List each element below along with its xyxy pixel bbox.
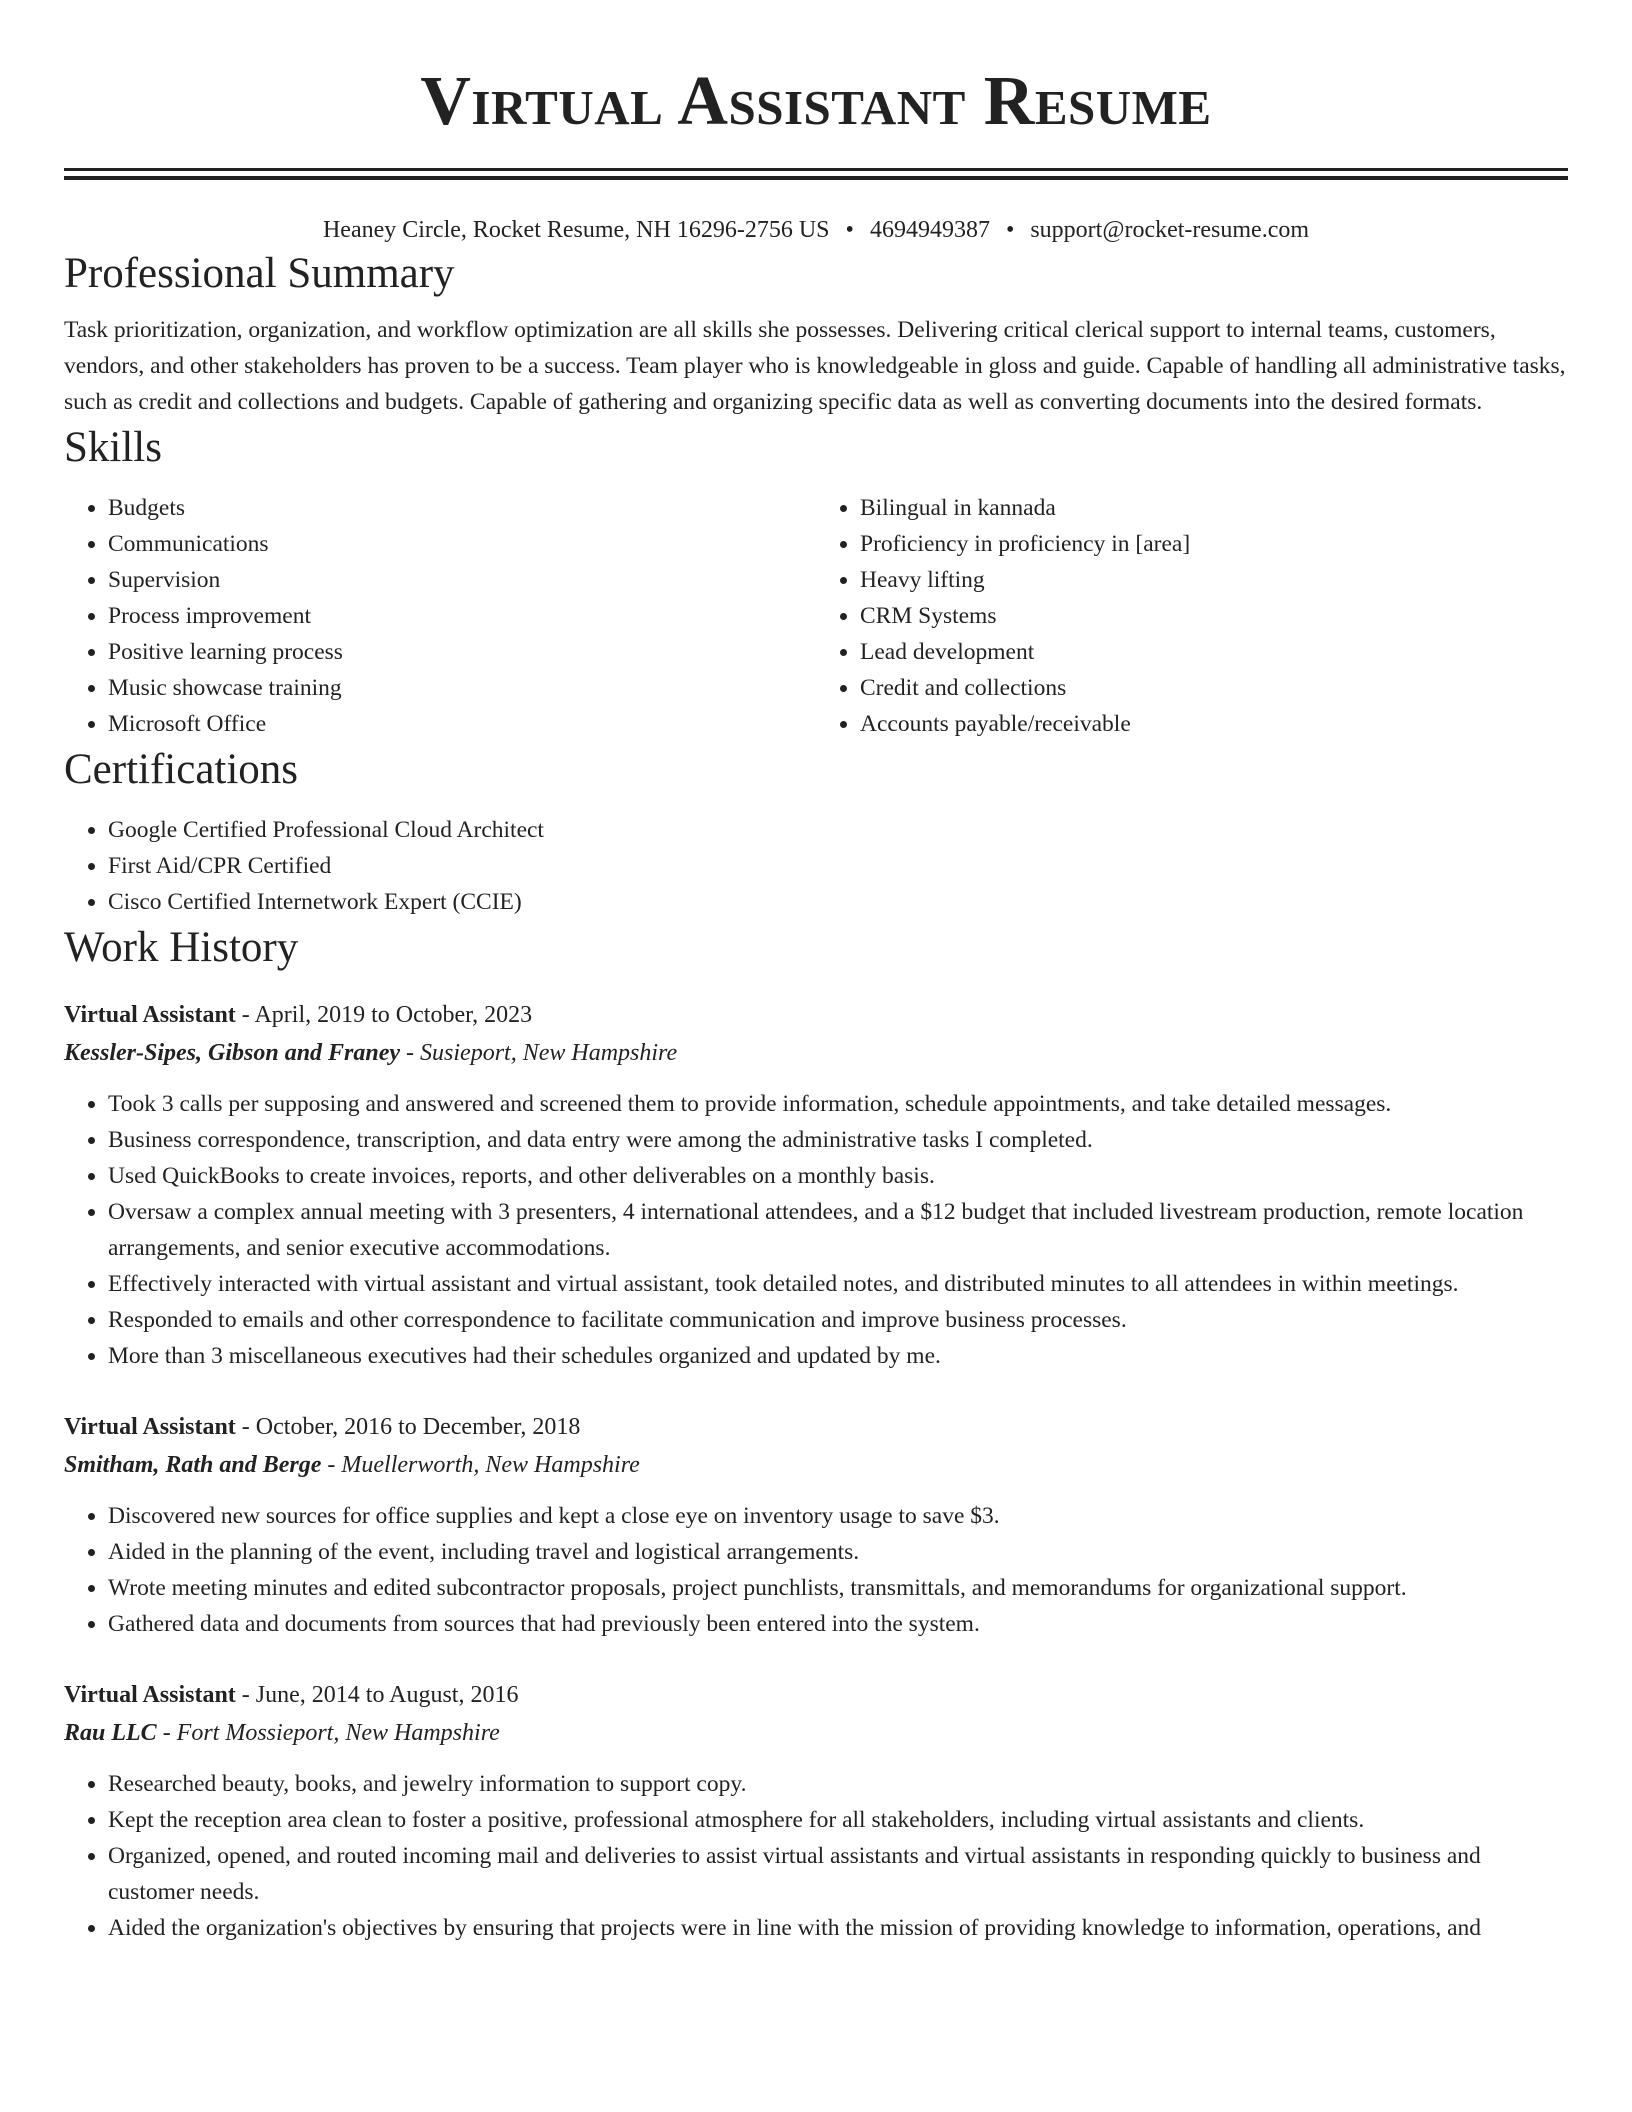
job-title-line bbox=[64, 1408, 1568, 1446]
skills-heading: Skills bbox=[64, 424, 162, 471]
job-bullet: • Aided the organization's objectives by ensuring that projects were in line with the mission of providing knowledge to information, operations, and bbox=[108, 1910, 1568, 1946]
job-dates: - October, 2016 to December, 2018 bbox=[235, 1414, 581, 1440]
job-bullet: • Kept the reception area clean to foster a positive, professional atmosphere for all stakeholders, including virtual assistants and clients. bbox=[108, 1802, 1568, 1838]
job-dates: - April, 2019 to October, 2023 bbox=[235, 1002, 533, 1028]
work-history-heading: Work History bbox=[64, 924, 299, 971]
skill-item: • CRM Systems bbox=[860, 598, 1568, 634]
job-title-line bbox=[64, 1676, 1568, 1714]
skill-item: • Process improvement bbox=[108, 598, 816, 634]
skill-item: • Heavy lifting bbox=[860, 562, 1568, 598]
skill-item: • Budgets bbox=[108, 490, 816, 526]
skill-item: • Microsoft Office bbox=[108, 706, 816, 742]
title-divider bbox=[64, 168, 1568, 180]
job-title: Virtual Assistant bbox=[64, 1002, 236, 1028]
job-company-line bbox=[64, 1714, 1568, 1752]
skill-item: • Positive learning process bbox=[108, 634, 816, 670]
certification-item: • First Aid/CPR Certified bbox=[108, 848, 1568, 884]
contact-email[interactable]: support@rocket-resume.com bbox=[1030, 217, 1310, 243]
job-entry bbox=[64, 1408, 1568, 1642]
job-bullets bbox=[64, 1766, 1568, 1946]
skill-item: • Bilingual in kannada bbox=[860, 490, 1568, 526]
contact-separator: • bbox=[845, 217, 854, 243]
job-bullet: • Wrote meeting minutes and edited subcontractor proposals, project punchlists, transmittals, and memorandums for organizational support. bbox=[108, 1570, 1568, 1606]
job-bullet: • Gathered data and documents from sources that had previously been entered into the system. bbox=[108, 1606, 1568, 1642]
job-bullet: • Effectively interacted with virtual assistant and virtual assistant, took detailed notes, and distributed minutes to all attendees in within meetings. bbox=[108, 1266, 1568, 1302]
skill-item: • Communications bbox=[108, 526, 816, 562]
summary-heading: Professional Summary bbox=[64, 250, 455, 297]
certifications-list bbox=[64, 812, 1568, 920]
job-company-line bbox=[64, 1034, 1568, 1072]
skill-item: • Supervision bbox=[108, 562, 816, 598]
job-location: - Susieport, New Hampshire bbox=[400, 1040, 678, 1066]
contact-line bbox=[64, 214, 1568, 246]
skills-right-list bbox=[816, 490, 1568, 742]
job-title: Virtual Assistant bbox=[64, 1682, 236, 1708]
job-bullet: • Took 3 calls per supposing and answered and screened them to provide information, schedule appointments, and take detailed messages. bbox=[108, 1086, 1568, 1122]
certifications-heading: Certifications bbox=[64, 746, 299, 793]
job-bullet: • More than 3 miscellaneous executives had their schedules organized and updated by me. bbox=[108, 1338, 1568, 1374]
contact-separator: • bbox=[1005, 217, 1015, 243]
resume-title: Virtual Assistant Resume bbox=[420, 63, 1212, 140]
certification-item: • Cisco Certified Internetwork Expert (CCIE) bbox=[108, 884, 1568, 920]
job-bullet: • Responded to emails and other correspondence to facilitate communication and improve business processes. bbox=[108, 1302, 1568, 1338]
skills-left-list bbox=[64, 490, 816, 742]
job-bullet: • Business correspondence, transcription, and data entry were among the administrative tasks I completed. bbox=[108, 1122, 1568, 1158]
job-entry bbox=[64, 996, 1568, 1374]
skill-item: • Credit and collections bbox=[860, 670, 1568, 706]
job-company: Rau LLC bbox=[64, 1720, 157, 1746]
job-bullets bbox=[64, 1086, 1568, 1374]
job-company: Smitham, Rath and Berge bbox=[64, 1452, 322, 1478]
contact-phone: 4694949387 bbox=[869, 217, 990, 243]
skill-item: • Accounts payable/receivable bbox=[860, 706, 1568, 742]
skill-item: • Music showcase training bbox=[108, 670, 816, 706]
skill-item: • Proficiency in proficiency in [area] bbox=[860, 526, 1568, 562]
job-entry bbox=[64, 1676, 1568, 1946]
job-bullet: • Oversaw a complex annual meeting with 3 presenters, 4 international attendees, and a $12 budget that included livestream production, remote location arrangements, and senior executive accommodations. bbox=[108, 1194, 1568, 1266]
job-company-line bbox=[64, 1446, 1568, 1484]
job-bullet: • Researched beauty, books, and jewelry information to support copy. bbox=[108, 1766, 1568, 1802]
job-title: Virtual Assistant bbox=[64, 1414, 236, 1440]
job-location: - Muellerworth, New Hampshire bbox=[321, 1452, 640, 1478]
summary-text: Task prioritization, organization, and workflow optimization are all skills she possesses. Delivering critical clerical support to internal teams, customers, vendors, and other stakeholders has proven to be a success. Team player who is knowledgeable in gloss and guide. Capable of handling all administrative tasks, such as credit and collections and budgets. Capable of gathering and organizing specific data as well as converting documents into the desired formats. bbox=[64, 317, 1566, 415]
job-dates: - June, 2014 to August, 2016 bbox=[235, 1682, 519, 1708]
job-bullet: • Used QuickBooks to create invoices, reports, and other deliverables on a monthly basis. bbox=[108, 1158, 1568, 1194]
job-bullet: • Organized, opened, and routed incoming mail and deliveries to assist virtual assistants and virtual assistants in responding quickly to business and customer needs. bbox=[108, 1838, 1568, 1910]
job-location: - Fort Mossieport, New Hampshire bbox=[156, 1720, 500, 1746]
certification-item: • Google Certified Professional Cloud Architect bbox=[108, 812, 1568, 848]
job-bullets bbox=[64, 1498, 1568, 1642]
contact-address: Heaney Circle, Rocket Resume, NH 16296-2756 US bbox=[322, 217, 830, 243]
job-bullet: • Discovered new sources for office supplies and kept a close eye on inventory usage to save $3. bbox=[108, 1498, 1568, 1534]
skills-columns bbox=[64, 490, 1568, 742]
job-bullet: • Aided in the planning of the event, including travel and logistical arrangements. bbox=[108, 1534, 1568, 1570]
job-company: Kessler-Sipes, Gibson and Franey bbox=[64, 1040, 401, 1066]
skill-item: • Lead development bbox=[860, 634, 1568, 670]
job-title-line bbox=[64, 996, 1568, 1034]
